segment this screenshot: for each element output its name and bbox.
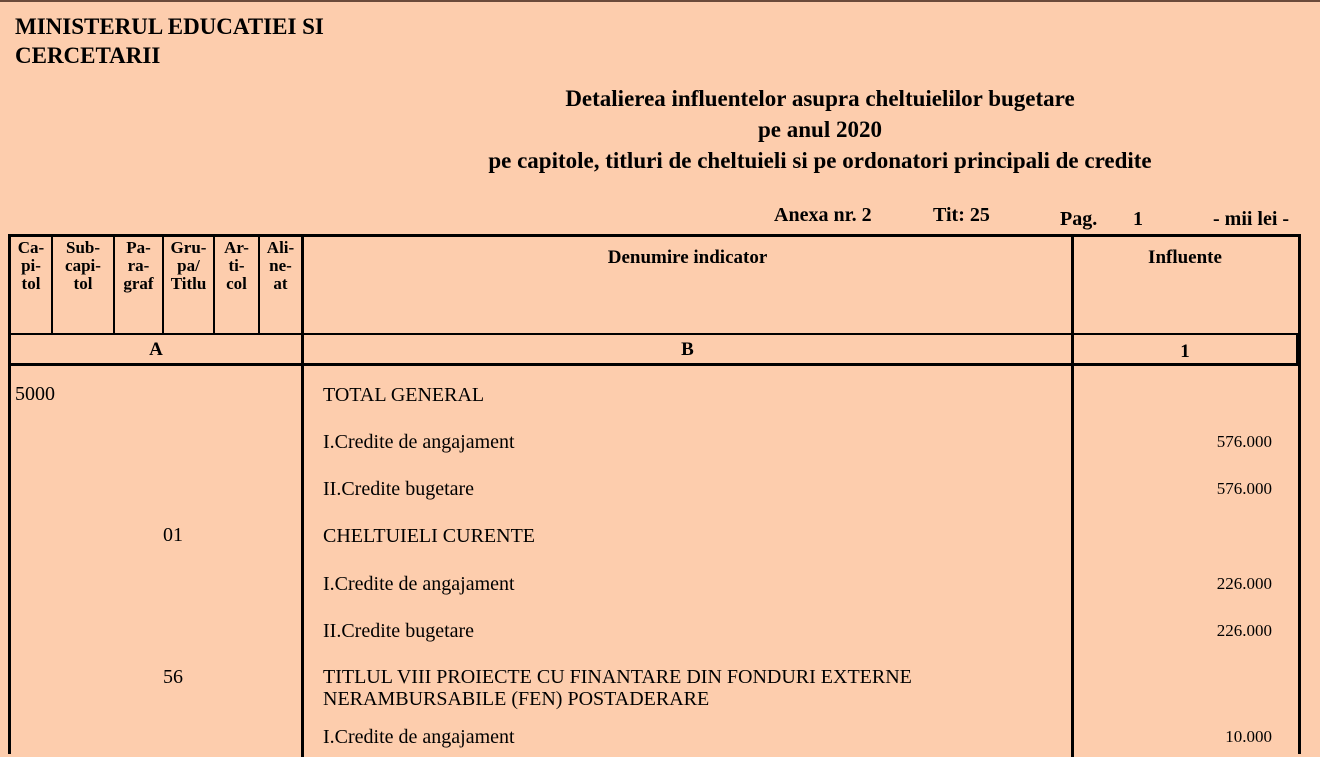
col-divider	[1296, 335, 1299, 365]
report-subtitle: pe capitole, titluri de cheltuieli si pe ordonatori principali de credite	[488, 148, 1152, 173]
col-articol-l2: ti-	[228, 256, 245, 275]
title-number: Tit: 25	[933, 204, 990, 226]
row-code: 56	[163, 666, 183, 688]
row-code: 5000	[15, 383, 55, 405]
anexa-label: Anexa nr. 2	[774, 204, 872, 226]
col-grupa-l3: Titlu	[170, 274, 207, 293]
row-label: CHELTUIELI CURENTE	[323, 525, 536, 547]
row-label-continued: NERAMBURSABILE (FEN) POSTADERARE	[323, 688, 710, 710]
page-label: Pag.	[1060, 208, 1098, 230]
col-letter-b: B	[681, 339, 694, 360]
col-paragraf-l1: Pa-	[126, 238, 151, 257]
row-value: 10.000	[1225, 727, 1272, 746]
budget-table	[8, 234, 1301, 754]
header-divider	[11, 333, 1301, 335]
row-label: I.Credite de angajament	[323, 726, 515, 748]
row-label: I.Credite de angajament	[323, 431, 515, 453]
col-grupa-l1: Gru-	[170, 238, 207, 257]
col-denumire: Denumire indicator	[607, 247, 768, 268]
col-divider	[301, 237, 304, 757]
page-number: 1	[1133, 208, 1143, 230]
col-capitol-l1: Ca-	[17, 238, 45, 257]
row-label: TOTAL GENERAL	[323, 384, 485, 406]
report-title: Detalierea influentelor asupra cheltuielilor bugetare	[565, 86, 1075, 111]
row-label: II.Credite bugetare	[323, 620, 475, 642]
col-grupa-l2: pa/	[177, 256, 200, 275]
row-value: 576.000	[1216, 479, 1272, 498]
col-subcapitol-l2: capi-	[65, 256, 101, 275]
col-divider	[1071, 237, 1074, 757]
col-paragraf-l2: ra-	[127, 256, 150, 275]
col-subcapitol-l3: tol	[73, 274, 93, 293]
col-capitol-l2: pi-	[21, 256, 41, 275]
row-value: 576.000	[1216, 432, 1272, 451]
report-year: pe anul 2020	[758, 117, 882, 142]
col-letter-1: 1	[1180, 341, 1190, 362]
col-articol-l3: col	[226, 274, 247, 293]
col-articol-l1: Ar-	[224, 238, 249, 257]
col-influente: Influente	[1148, 247, 1222, 268]
col-alineat-l2: ne-	[269, 256, 292, 275]
row-label: I.Credite de angajament	[323, 573, 515, 595]
col-subcapitol-l1: Sub-	[65, 238, 101, 257]
row-code: 01	[163, 524, 183, 546]
ministry-name: MINISTERUL EDUCATIEI SI CERCETARII	[15, 14, 324, 68]
row-label: TITLUL VIII PROIECTE CU FINANTARE DIN FONDURI EXTERNE	[323, 666, 912, 688]
row-value: 226.000	[1216, 574, 1272, 593]
row-label: II.Credite bugetare	[323, 478, 475, 500]
header-divider	[11, 363, 1301, 366]
col-capitol-l3: tol	[21, 274, 41, 293]
col-paragraf-l3: graf	[123, 274, 154, 293]
row-value: 226.000	[1216, 621, 1272, 640]
col-letter-a: A	[149, 339, 163, 360]
unit-label: - mii lei -	[1213, 208, 1290, 230]
col-alineat-l3: at	[273, 274, 288, 293]
col-alineat-l1: Ali-	[266, 238, 295, 257]
